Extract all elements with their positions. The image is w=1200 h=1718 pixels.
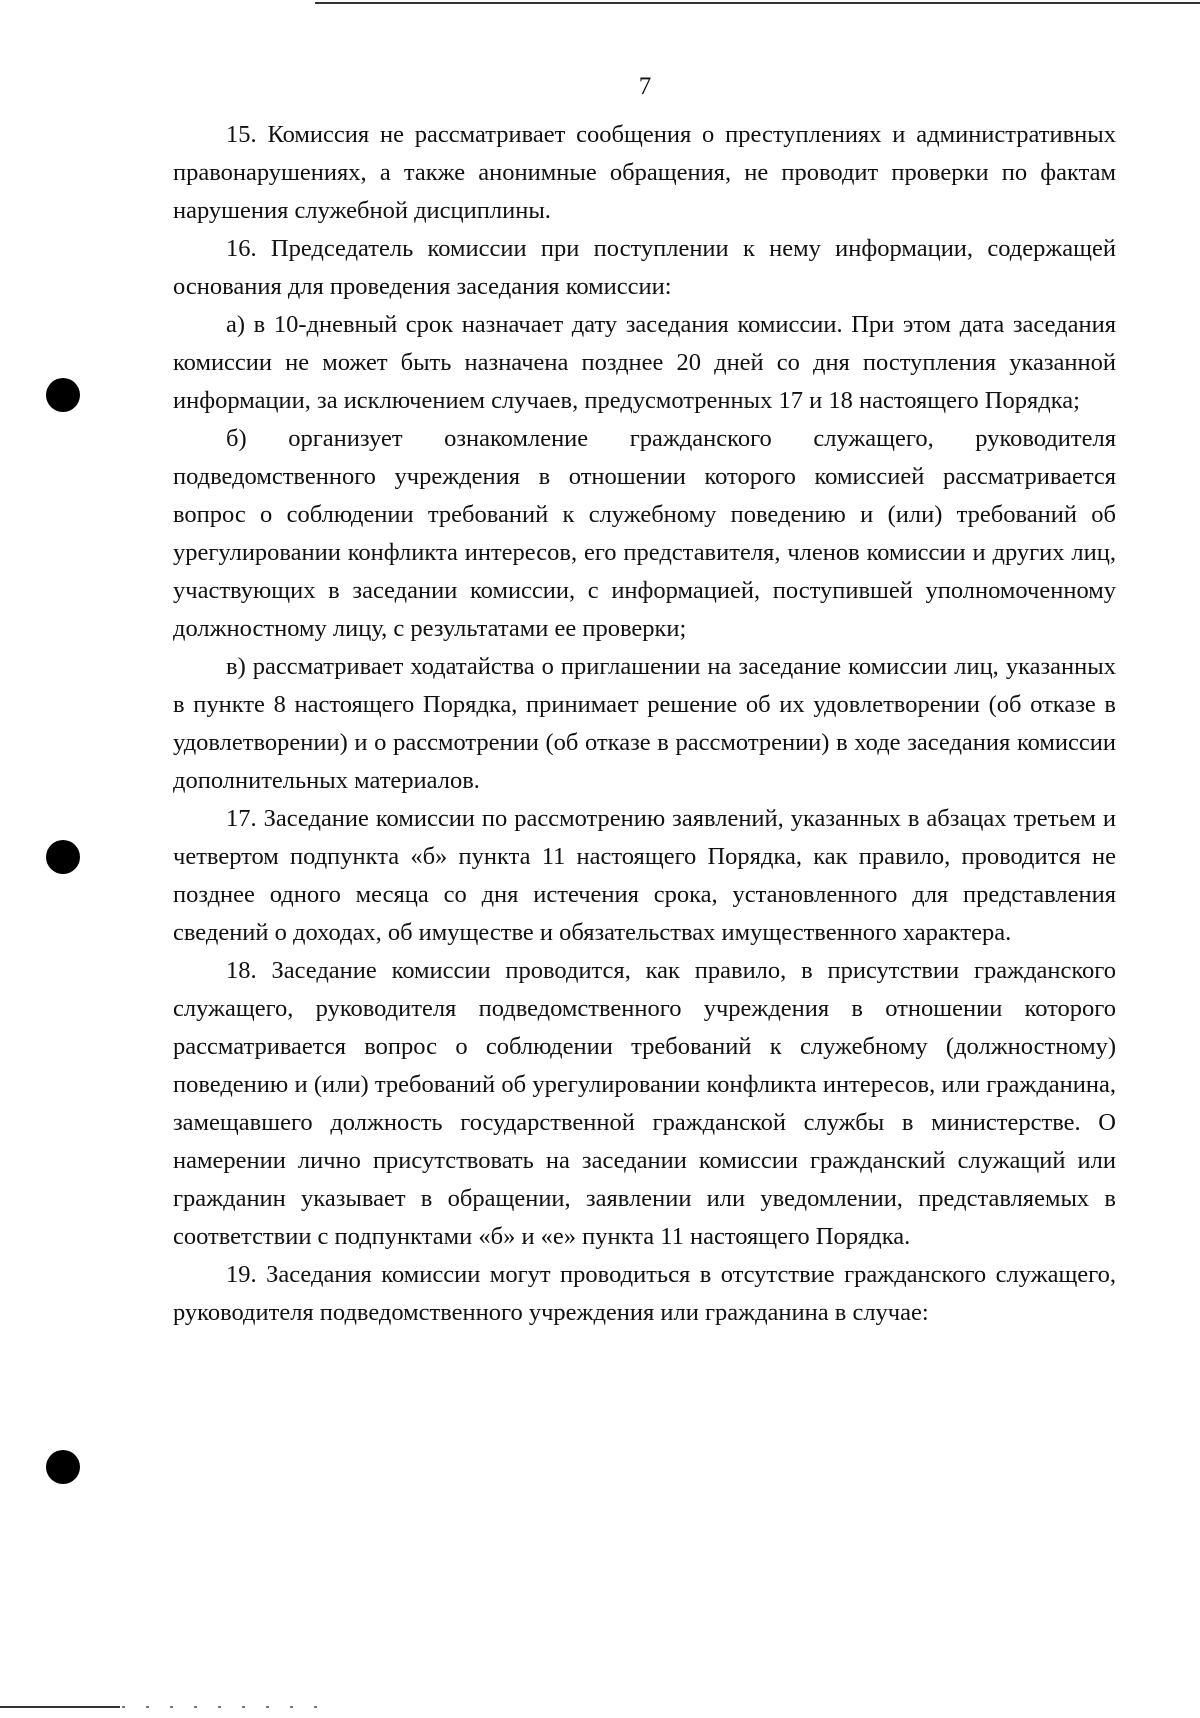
scan-edge-bottom: [0, 1706, 120, 1708]
paragraph-16-a: а) в 10-дневный срок назначает дату заседания комиссии. При этом дата заседания комиссии не может быть назначена позднее 20 дней со дня поступления указанной информации, за исключением случаев, предусмотренных 17 и 18 настоящего Порядка;: [173, 311, 1116, 414]
scan-edge-bottom-dots: [122, 1706, 322, 1708]
page-number: 7: [638, 73, 652, 100]
paragraph-19: 19. Заседания комиссии могут проводиться в отсутствие гражданского служащего, руководителя подведомственного учреждения или гражданина в случае:: [173, 1261, 1116, 1326]
paragraph-17: 17. Заседание комиссии по рассмотрению заявлений, указанных в абзацах третьем и четвертом подпункта «б» пункта 11 настоящего Порядка, как правило, проводится не позднее одного месяца со дня истечения срока, установленного для представления сведений о доходах, об имуществе и обязательствах имущественного характера.: [173, 805, 1116, 946]
paragraph-18: 18. Заседание комиссии проводится, как правило, в присутствии гражданского служащего, руководителя подведомственного учреждения в отношении которого рассматривается вопрос о соблюдении требований к служебному (должностному) поведению и (или) требований об урегулировании конфликта интересов, или гражданина, замещавшего должность государственной гражданской службы в министерстве. О намерении лично присутствовать на заседании комиссии гражданский служащий или гражданин указывает в обращении, заявлении или уведомлении, представляемых в соответствии с подпунктами «б» и «е» пункта 11 настоящего Порядка.: [173, 957, 1116, 1250]
paragraph-16-v: в) рассматривает ходатайства о приглашении на заседание комиссии лиц, указанных в пункте 8 настоящего Порядка, принимает решение об их удовлетворении (об отказе в удовлетворении) и о рассмотрении (об отказе в рассмотрении) в ходе заседания комиссии дополнительных материалов.: [173, 653, 1116, 794]
paragraph-15: 15. Комиссия не рассматривает сообщения о преступлениях и административных правонарушениях, а также анонимные обращения, не проводит проверки по фактам нарушения служебной дисциплины.: [173, 121, 1116, 224]
punch-hole-mark: [46, 1450, 80, 1484]
document-body: [173, 116, 1116, 1332]
paragraph-16-b: б) организует ознакомление гражданского служащего, руководителя подведомственного учреждения в отношении которого комиссией рассматривается вопрос о соблюдении требований к служебному поведению и (или) требований об урегулировании конфликта интересов, его представителя, членов комиссии и других лиц, участвующих в заседании комиссии, с информацией, поступившей уполномоченному должностному лицу, с результатами ее проверки;: [173, 425, 1116, 642]
scan-edge-top: [315, 2, 1200, 4]
paragraph-16: 16. Председатель комиссии при поступлении к нему информации, содержащей основания для проведения заседания комиссии:: [173, 235, 1116, 300]
punch-hole-mark: [46, 840, 80, 874]
punch-hole-mark: [46, 378, 80, 412]
